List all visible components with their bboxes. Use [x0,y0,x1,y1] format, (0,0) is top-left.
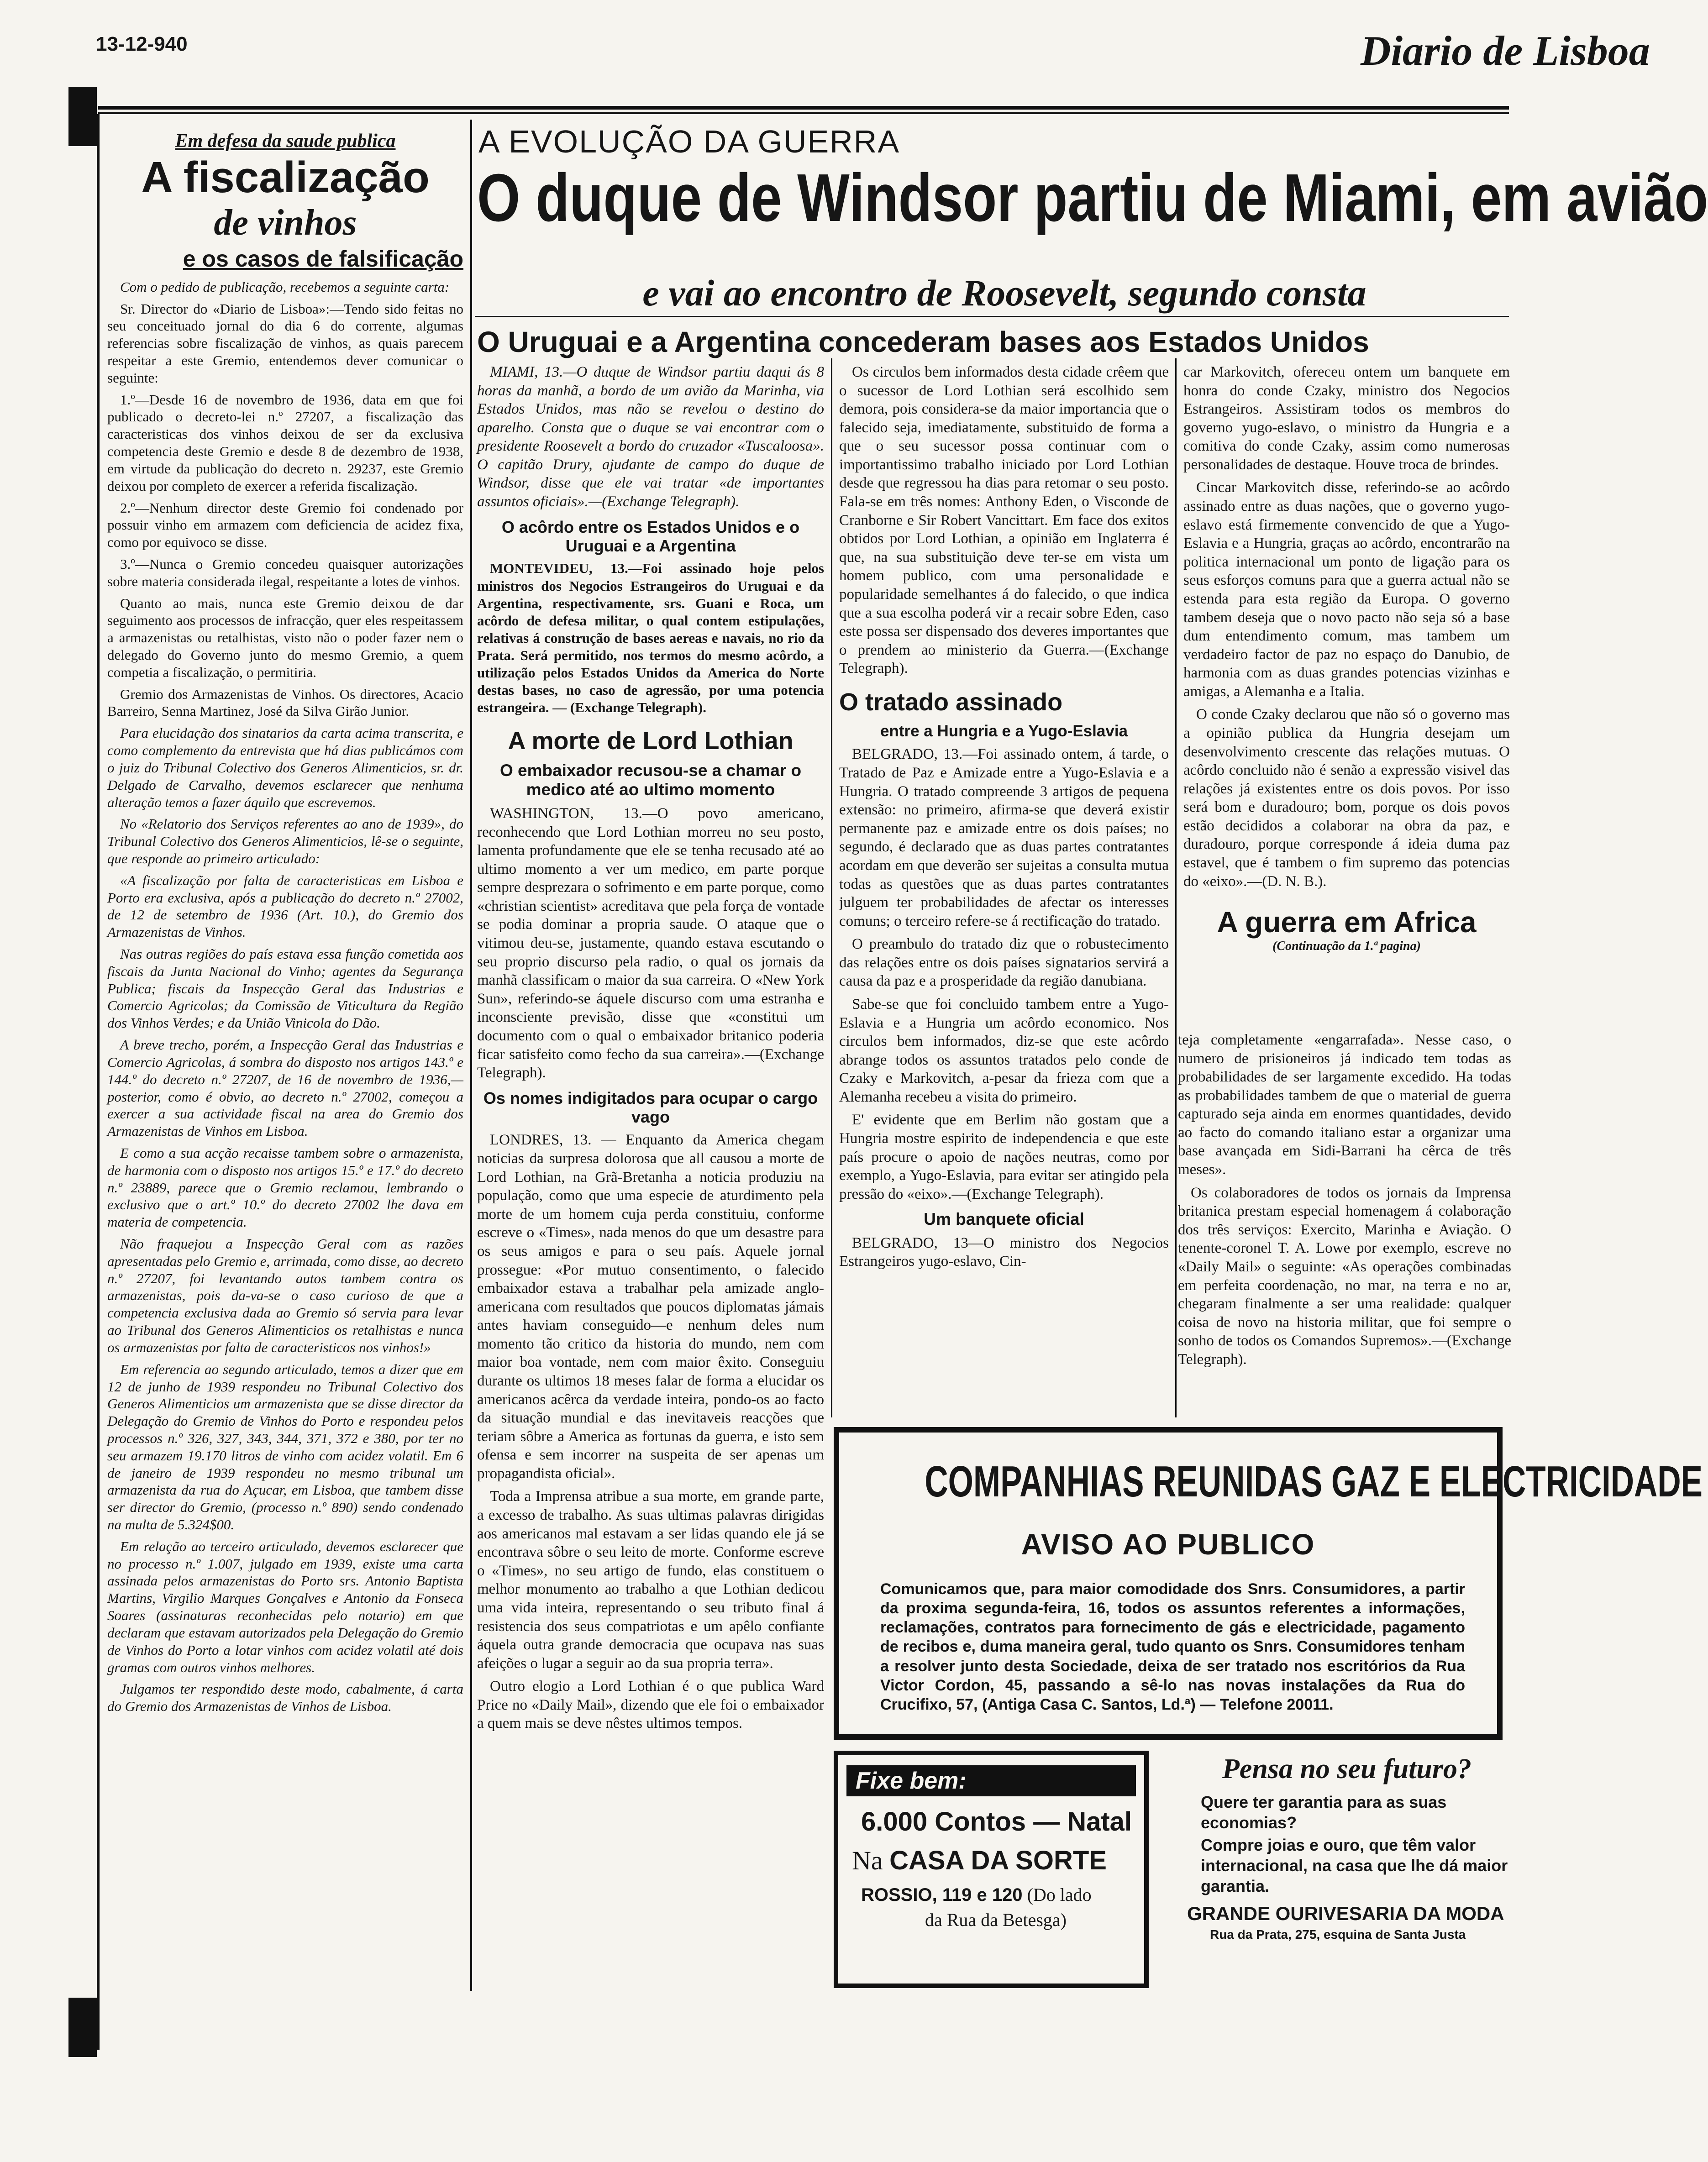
jewelry-line-2: Compre joias e ouro, que têm valor internacional, na casa que lhe dá maior garantia. [1201,1836,1508,1895]
daily-mail-paragraph: Outro elogio a Lord Lothian é o que publica Ward Price no «Daily Mail», dizendo que ele foi o embaixador a quem mais se deve nêstes ultimos tempos. [477,1678,824,1732]
wine-paragraph: Quanto ao mais, nunca este Gremio deixou de dar seguimento aos processos de infracção, quer eles respeitassem a armazenistas ou retalhistas, visto não o poder fazer nem o delegado do Governo junto do mesmo Gremio, a quem competia a fiscalização, o permitiria. [107,595,463,680]
accord-subhead: O acôrdo entre os Estados Unidos e o Uruguai e a Argentina [501,517,800,556]
war-headline-text: O duque de Windsor partiu de Miami, em avião [477,160,1708,236]
war-deck: e vai ao encontro de Roosevelt, segundo consta [642,272,1366,314]
africa-paragraph-2: Os colaboradores de todos os jornais da Imprensa britanica prestam especial homenagem á colaboração dos três serviços: Exercito, Marinha e Aviação. O tenente-coronel T. A. Lowe por exemplo, escreve no «Daily Mail» o seguinte: «As operações combinadas em perfeita coordenação, no mar, na terra e no ar, chegaram finalmente a ser uma realidade: qualquer coisa de novo na historia militar, que foi sempre o sonho de todos os Comandos Supremos».—(Exchange Telegraph). [1178,1184,1511,1368]
column-rule-2 [831,358,832,1417]
africa-paragraph-1: teja completamente «engarrafada». Nesse caso, o numero de prisioneiros já indicado tem todas as probabilidades de ser largamente excedido. Ha todas as probabilidades tambem de que o material de guerra capturado seja ainda em enormes quantidades, devido ao facto do comando italiano estar a organizar uma base avançada em Sidi-Barrani ha cêrca de três meses». [1178,1032,1511,1178]
margin-mark-top [68,87,97,146]
banquet-continued: car Markovitch, ofereceu ontem um banquete em honra do conde Czaky, ministro dos Negocios Estrangeiros. Assistiram todos os membros do governo yugo-eslavo, o ministro da Hungria e a comitiva do conde Czaky, assim como numerosas personalidades de destaque. Houve troca de brindes. [1183,364,1510,473]
press-paragraph: Toda a Imprensa atribue a sua morte, em grande parte, a excesso de trabalho. As suas ultimas palavras dirigidas aos americanos mal estavam a ser lidas quando ele já se encontrava sôbre o seu leito de morte. Conforme escreve o «Times», no seu artigo de fundo, elas constituem o melhor monumento ao trabalho a que Lothian dedicou uma vida inteira, representando o seu tributo final á resistencia dos seus compatriotas e um apêlo confiante áquela outra grande democracia que ocupava nas suas afeições o lugar a seguir ao da sua propria terra». [477,1488,824,1672]
headline-rule [475,316,1509,317]
successor-paragraph: Os circulos bem informados desta cidade crêem que o sucessor de Lord Lothian será escolhido sem demora, pois considera-se da maior importancia que o falecido seja, imediatamente, substituido de forma a que o seu sucessor possa continuar com o importantissimo trabalho iniciado por Lord Lothian desde que regressou ha dias para retomar o seu posto. Fala-se em três nomes: Anthony Eden, o Visconde de Cranborne e Sir Robert Vancittart. Em face dos exitos obtidos por Lord Lothian, a opinião em Inglaterra é que, na sua substituição deve ter-se em vista um homem publico, com uma personalidade e popularidade semelhantes á do falecido, o que indica que a sua escolha poderá vir a recair sobre Eden, caso este possa ser dispensado dos deveres importantes que o prendem ao ministerio da Guerra.—(Exchange Telegraph). [839,364,1169,677]
wine-paragraph: A breve trecho, porém, a Inspecção Geral das Industrias e Comercio Agricolas, á sombra do disposto nos artigos 143.º e 144.º do decreto n.º 27207, de 16 de novembro de 1936,—posterior, como é obvio, ao decreto n.º 27002, começou a exercer a sua actividade fiscal na area do Gremio dos Armazenistas de Vinhos em Lisboa. [107,1037,463,1139]
wine-paragraph: No «Relatorio dos Serviços referentes ao ano de 1939», do Tribunal Colectivo dos Generos Alimenticios, lê-se o seguinte, que responde ao primeiro articulado: [107,816,463,866]
africa-body [1178,1031,1511,1373]
wine-paragraph: Em referencia ao segundo articulado, temos a dizer que em 12 de junho de 1939 respondeu no Tribunal Colectivo dos Generos Alimenticios um armazenista que se disse director da Delegação do Gremio de Vinhos do Porto e respondeu pelos processos n.º 326, 327, 343, 344, 371, 372 e 380, por ter no seu armazem 19.170 litros de vinho com acidez volatil. Em 6 de janeiro de 1939 respondeu no mesmo tribunal um armazenista da rua do Açucar, em Lisboa, que tambem disse ser director do Gremio, (processo n.º 890) sendo condenado na multa de 5.324$00. [107,1361,463,1533]
berlin-paragraph: E' evidente que em Berlim não gostam que a Hungria mostre espirito de independencia e que este país procure o apoio de nações neutras, como por exemplo, a Yugo-Eslavia, para evitar ser atingido pela pressão do «eixo».—(Exchange Telegraph). [839,1112,1169,1202]
markovitch-paragraph: Cincar Markovitch disse, referindo-se ao acôrdo assinado entre as duas nações, que o governo yugo-eslavo está firmemente convencido de que a Yugo-Eslavia e a Hungria, graças ao acôrdo, encontrarão na politica internacional um ponto de ligação para os seus esforços comuns para que a guerra actual não se estenda para esta região da Europa. O governo tambem deseja que o novo pacto não seja só a base dum entendimento comum, mas tambem um verdadeiro factor de paz no espaço do Danubio, de harmonia com as duas grandes potencias vizinhas e amigas, a Alemanha e a Italia. [1183,479,1510,700]
lottery-na: Na [852,1846,883,1875]
lottery-house-name: CASA DA SORTE [889,1846,1107,1875]
gas-company-name: COMPANHIAS REUNIDAS GAZ E ELECTRICIDADE [925,1457,1703,1506]
jewelry-title: Pensa no seu futuro? [1222,1753,1472,1784]
montevideo-dispatch: MONTEVIDEU, 13.—Foi assinado hoje pelos ministros dos Negocios Estrangeiros do Uruguai e da Argentina, respectivamente, srs. Guani e Roca, um acôrdo de defesa militar, o qual contem estipulações, relativas á construção de bases aereas e navais, no rio da Prata. Será permitido, nos termos do mesmo acôrdo, a utilização pelos Estados Unidos da America do Norte destas bases, no caso de agressão, por uma potencia estrangeira. — (Exchange Telegraph). [477,560,824,716]
wine-body [107,278,463,1715]
wine-paragraph: Para elucidação dos sinatarios da carta acima transcrita, e como complemento da entrevista que há dias publicámos com o juiz do Tribunal Colectivo dos Generos Alimenticios, sr. dr. Delgado de Carvalho, devemos esclarecer que nenhuma alteração temos a fazer áquilo que escrevemos. [107,725,463,810]
lottery-ad [834,1751,1149,1988]
jewelry-line-1: Quere ter garantia para as suas economias? [1201,1793,1447,1832]
lottery-street: ROSSIO, 119 e 120 [861,1885,1023,1905]
war-column-1 [477,363,824,1737]
margin-mark-bottom [68,1998,97,2057]
lottery-prize: 6.000 Contos — Natal [861,1807,1132,1837]
wine-paragraph: 1.º—Desde 16 de novembro de 1936, data em que foi publicado o decreto-lei n.º 27207, a fiscalização das caracteristicas dos vinhos deixou de ser da exclusiva competencia deste Gremio e desde 8 de dezembro de 1938, em virtude da publicação do decreto n. 29237, este Gremio deixou por completo de exercer a referida fiscalização. [107,391,463,494]
wine-title: A fiscalização [141,153,430,202]
belgrade-dispatch: BELGRADO, 13.—Foi assinado ontem, á tarde, o Tratado de Paz e Amizade entre a Yugo-Eslavia e a Hungria. O tratado compreende 3 artigos de pequena extensão: no primeiro, afirma-se que deverá existir permanente paz e amizade entre os dois países; no segundo, é declarado que as duas partes contratantes acordam em que deverão ser sujeitas a consulta mutua todas as questões que as duas partes contratantes julguem ter probabilidades de afectar os interesses comuns; o terceiro refere-se á rectificação do tratado. [839,746,1169,929]
wine-paragraph: E como a sua acção recaisse tambem sobre o armazenista, de harmonia com o disposto nos artigos 15.º e 17.º do decreto n.º 23889, parece que o Gremio reclamou, lembrando o exclusivo que o art.º 10.º do decreto 27002 lhe dava em materia de competencia. [107,1144,463,1230]
wine-paragraph: «A fiscalização por falta de caracteristicas em Lisboa e Porto era exclusiva, após a publicação do decreto n.º 27002, de 12 de setembro de 1936 (Art. 10.), do Gremio dos Armazenistas de Vinhos. [107,872,463,940]
jewelry-address: Rua da Prata, 275, esquina de Santa Justa [1210,1927,1466,1942]
wine-paragraph: Gremio dos Armazenistas de Vinhos. Os directores, Acacio Barreiro, Senna Martinez, José da Silva Girão Junior. [107,686,463,719]
africa-heading: A guerra em Africa [1217,906,1477,939]
lottery-address-2: da Rua da Betesga) [925,1910,1067,1930]
wine-title-2: de vinhos [214,202,357,243]
lottery-address [861,1884,1144,1905]
wine-paragraph: Em relação ao terceiro articulado, devemos esclarecer que no processo n.º 1.007, julgado em 1939, existe uma carta assinada pelos armazenistas do Porto srs. Antonio Baptista Martins, Virgilio Marques Gonçalves e Antonio da Fonseca Soares (assinaturas reconhecidas pelo notario) em que declaram que estavam autorizados pela Delegação do Gremio de Vinhos do Porto a lotar vinhos com acidez volatil até dois gramas com outros vinhos melhores. [107,1538,463,1675]
war-column-2 [839,363,1169,1275]
newspaper-name: Diario de Lisboa [1361,27,1650,74]
wine-paragraph: 3.º—Nunca o Gremio concedeu quaisquer autorizações sobre materia considerada ilegal, respeitante a lotes de vinhos. [107,556,463,589]
top-rule [98,106,1509,110]
left-border-rule [97,114,100,2050]
economic-paragraph: Sabe-se que foi concluido tambem entre a Yugo-Eslavia e a Hungria um acôrdo economico. Nos circulos bem informados, diz-se que este acôrdo abrange todos os assuntos tratados pelo conde de Czaky e Markovitch, a-pesar da frieza com que a Alemanha recebeu a visita do primeiro. [839,996,1169,1105]
wine-paragraph: Não fraquejou a Inspecção Geral com as razões apresentadas pelo Gremio e, arrimada, como disse, ao decreto n.º 27207, foi levantando autos tambem contra os armazenistas, pois da-va-se o caso curioso de que a competencia exclusiva dada ao Gremio só servia para levar ao Tribunal dos Generos Alimenticios os retalhistas e nunca os armazenistas por falta de caracteristicos nos vinhos!» [107,1236,463,1355]
washington-dispatch: WASHINGTON, 13.—O povo americano, reconhecendo que Lord Lothian morreu no seu posto, lamenta profundamente que ele se tenha recusado até ao ultimo momento a ver um medico, em parte porque sempre desprezara o sofrimento e em parte porque, como «christian scientist» acreditava que pela força de vontade se podia dominar a propria saude. O ataque que o vitimou deu-se, justamente, quando estava escutando o seu proprio discurso pela radio, o qual os jornais da manhã classificam o maior da sua carreira. O «New York Sun», referindo-se áquele discurso com uma estranha e inconsciente previsão, disse que «constitui um documento com o qual o embaixador britanico poderia ficar satisfeito como fecho da sua carreira».—(Exchange Telegraph). [477,805,824,1081]
banquet-dispatch: BELGRADO, 13—O ministro dos Negocios Estrangeiros yugo-eslavo, Cin- [839,1234,1169,1270]
jewelry-shop: GRANDE OURIVESARIA DA MODA [1187,1903,1504,1924]
jewelry-ad [1182,1753,1511,1990]
lothian-heading: A morte de Lord Lothian [508,727,794,755]
wine-title-3: e os casos de falsificação [183,246,463,272]
treaty-subhead: entre a Hungria e a Yugo-Eslavia [880,722,1128,740]
top-rule-thin [98,112,1509,114]
wine-paragraph: Sr. Director do «Diario de Lisboa»:—Tendo sido feitas no seu conceituado jornal do dia 6 do corrente, algumas referencias sobre fiscalização de vinhos, as quais parecem respeitar a este Gremio, entendemos dever comunicar o seguinte: [107,300,463,386]
war-column-3 [1183,363,1510,961]
successor-subhead: Os nomes indigitados para ocupar o cargo vago [483,1088,818,1127]
treaty-heading: O tratado assinado [839,688,1063,716]
lottery-banner: Fixe bem: [846,1765,1136,1796]
africa-continuation: (Continuação da 1.ª pagina) [1272,939,1421,953]
war-subhead: O Uruguai e a Argentina concederam bases aos Estados Unidos [477,325,1369,358]
lottery-side: (Do lado [1027,1884,1092,1905]
preamble-paragraph: O preambulo do tratado diz que o robustecimento das relações entre os dois países signatarios servirá a causa da paz e a prosperidade da região danubiana. [839,936,1169,990]
miami-dispatch: MIAMI, 13.—O duque de Windsor partiu daqui ás 8 horas da manhã, a bordo de um avião da Marinha, via Estados Unidos, mas não se revelou o destino do aparelho. Consta que o duque se vai encontrar com o presidente Roosevelt a bordo do cruzador «Tuscaloosa». O capitão Drury, ajudante de campo do duque de Windsor, disse que ele vai tratar «de importantes assuntos oficiais».—(Exchange Telegraph). [477,364,824,510]
gas-company-ad [834,1427,1703,1740]
lottery-house [852,1845,1144,1876]
wine-paragraph: 2.º—Nenhum director deste Gremio foi condenado por possuir vinho em armazem com deficiencia de acidez fixa, como por equivoco se disse. [107,499,463,551]
lothian-subhead: O embaixador recusou-se a chamar o medico até ao ultimo momento [499,761,802,799]
war-kicker: A EVOLUÇÃO DA GUERRA [478,124,900,159]
wine-kicker: Em defesa da saude publica [175,131,396,152]
london-dispatch: LONDRES, 13. — Enquanto da America chegam noticias da surpresa dolorosa que all causou a morte de Lord Lothian, na Grã-Bretanha a noticia produziu na população, como que uma especie de aturdimento pela morte de um homem cuja perda constituiu, conforme escreve o «Times», nada menos do que um desastre para os seus amigos e para o seu país. Aquele jornal prossegue: «Por mutuo consentimento, o falecido embaixador estava a trabalhar pela amizade anglo-americana com resultados que poucos diplomatas jámais antes haviam conseguido—e nenhum deles num momento tão critico da historia do mundo, nem com maior boa vontade, nem com maior êxito. Conseguiu durante os ultimos 18 meses falar de forma a elucidar os americanos acêrca da verdade inteira, pondo-os ao facto da situação mundial e das inevitaveis reacções que teriam sôbre a America as fortunas da guerra, e isto sem ofensa e sem incorrer na suspeita de ser apenas um propagandista oficial». [477,1132,824,1482]
column-rule-3 [1175,358,1177,1417]
wine-paragraph: Nas outras regiões do país estava essa função cometida aos fiscais da Junta Nacional do Vinho; agentes da Segurança Publica; fiscais da Inspecção Geral das Industrias e Comercio Agricolas; da Comissão de Viticultura da Região dos Vinhos Verdes; e da União Vinicola do Dão. [107,946,463,1031]
czaky-paragraph: O conde Czaky declarou que não só o governo mas a opinião publica da Hungria desejam um desenvolvimento crescente das relações mutuas. O acôrdo concluido não é senão a expressão visivel das relações já existentes entre os dois povos. Por isso será bom e duradouro; bom, porque os dois povos estão decididos a colaborar na obra da paz, e duradouro, porque corresponde á ideia duma paz estavel, que é tambem o fim supremo das potencias do «eixo».—(D. N. B.). [1183,706,1510,890]
wine-article [107,130,463,1720]
column-rule-1 [470,120,472,1991]
war-headline [477,160,1708,236]
wine-paragraph: Julgamos ter respondido deste modo, cabalmente, á carta do Gremio dos Armazenistas de Vinhos de Lisboa. [107,1681,463,1715]
issue-date: 13-12-940 [96,33,188,55]
gas-notice-heading: AVISO AO PUBLICO [1021,1528,1315,1561]
wine-paragraph: Com o pedido de publicação, recebemos a seguinte carta: [120,278,450,295]
gas-notice-body: Comunicamos que, para maior comodidade dos Snrs. Consumidores, a partir da proxima segunda-feira, 16, todos os assuntos referentes a informações, reclamações, contratos para fornecimento de gás e electricidade, pagamento de recibos e, duma maneira geral, tudo quanto os Snrs. Consumidores tenham a resolver junto desta Sociedade, deixa de ser tratado nos escritórios da Rua Victor Cordon, 45, passando a sê-lo nas novas instalações da Rua do Crucifixo, 57, (Antiga Casa C. Santos, Ld.ª) — Telefone 20011. [880,1580,1465,1713]
banquet-subhead: Um banquete oficial [924,1210,1084,1229]
